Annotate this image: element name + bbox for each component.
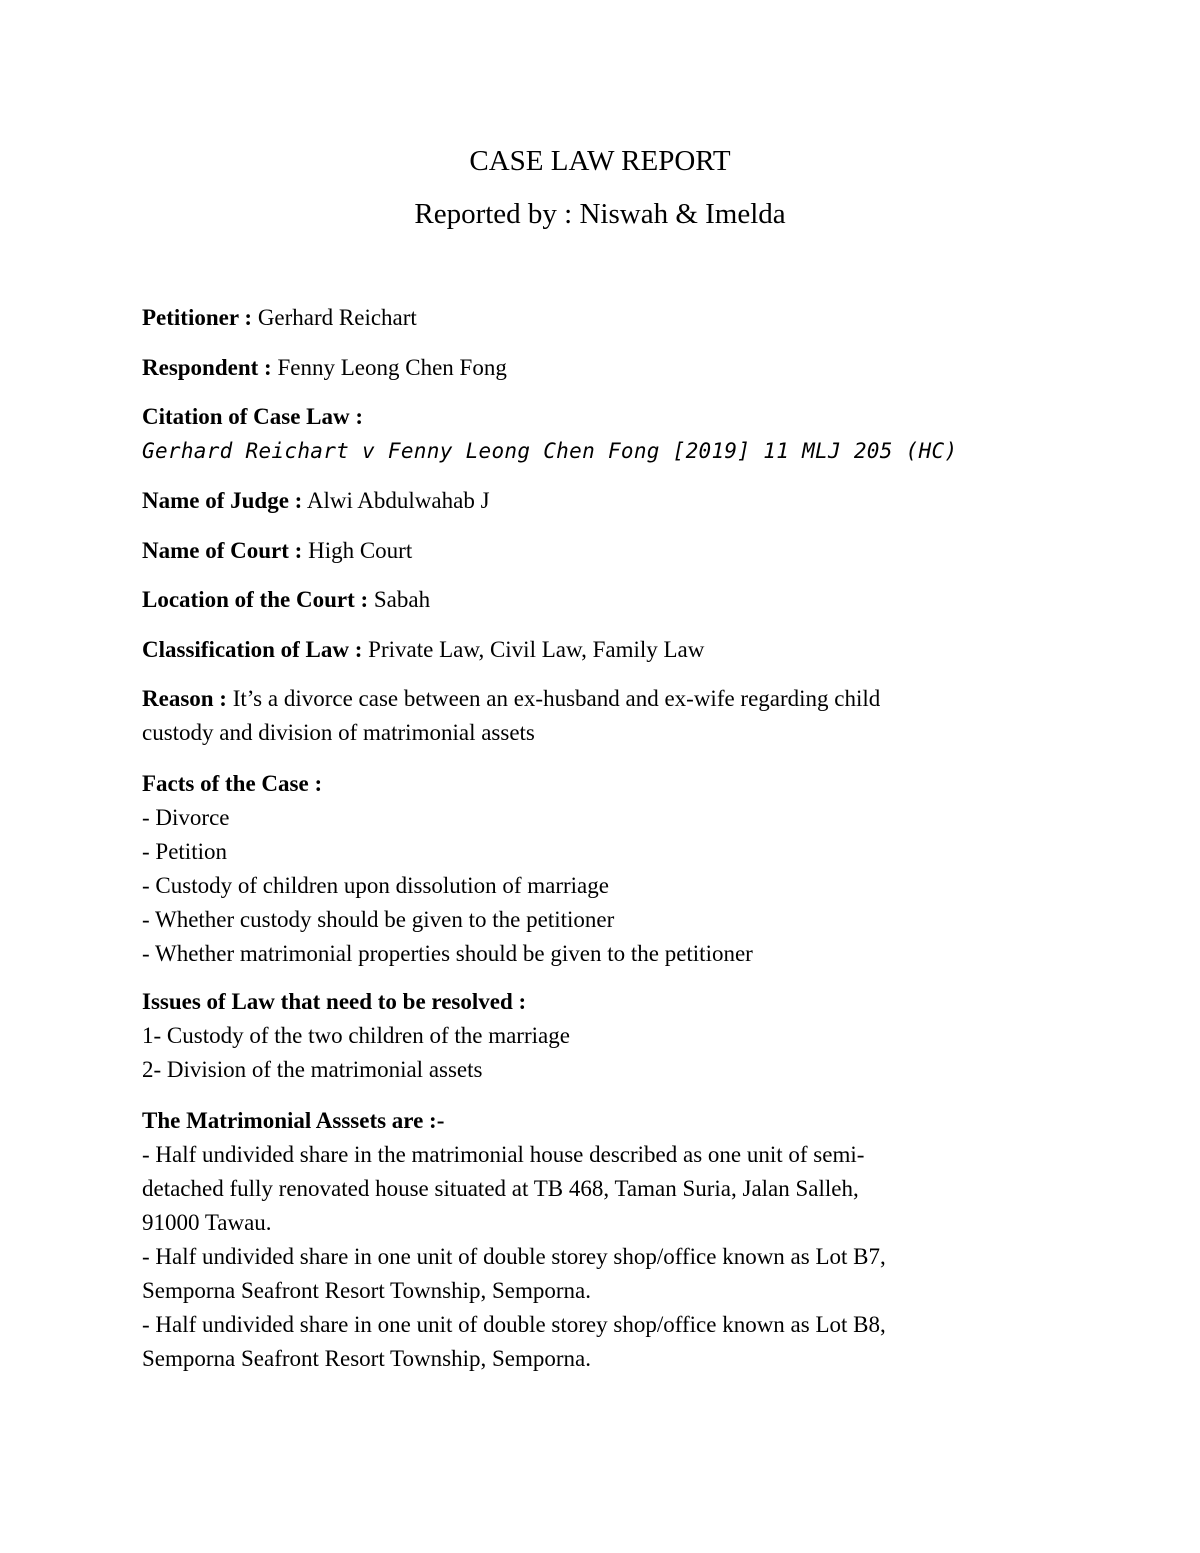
document-title: CASE LAW REPORT (469, 145, 731, 177)
asset-line: Semporna Seafront Resort Township, Semporna. (142, 1346, 591, 1371)
petitioner-value: Gerhard Reichart (257, 305, 417, 330)
reported-by: Reported by : Niswah & Imelda (414, 198, 786, 230)
classification-label: Classification of Law : (142, 637, 363, 662)
judge-value: Alwi Abdulwahab J (306, 488, 490, 513)
respondent-value: Fenny Leong Chen Fong (277, 355, 507, 380)
respondent-field (142, 351, 1062, 385)
assets-heading: The Matrimonial Asssets are :- (142, 1108, 445, 1133)
issues-section (142, 985, 1062, 1087)
list-item: - Custody of children upon dissolution of marriage (142, 873, 609, 898)
respondent-label: Respondent : (142, 355, 272, 380)
issues-heading: Issues of Law that need to be resolved : (142, 989, 527, 1014)
court-field (142, 534, 1062, 568)
citation-label: Citation of Case Law : (142, 404, 364, 429)
reason-value-line2: custody and division of matrimonial assets (142, 720, 535, 745)
judge-field (142, 484, 1062, 518)
asset-line: - Half undivided share in one unit of double storey shop/office known as Lot B8, (142, 1312, 886, 1337)
list-item: - Petition (142, 839, 227, 864)
court-label: Name of Court : (142, 538, 303, 563)
asset-line: 91000 Tawau. (142, 1210, 272, 1235)
facts-heading: Facts of the Case : (142, 771, 323, 796)
classification-value: Private Law, Civil Law, Family Law (368, 637, 705, 662)
reason-field (142, 682, 1062, 750)
classification-field (142, 633, 1062, 667)
petitioner-field (142, 301, 1062, 335)
asset-line: detached fully renovated house situated at TB 468, Taman Suria, Jalan Salleh, (142, 1176, 859, 1201)
list-item: 2- Division of the matrimonial assets (142, 1057, 483, 1082)
reason-label: Reason : (142, 686, 227, 711)
judge-label: Name of Judge : (142, 488, 303, 513)
list-item: - Divorce (142, 805, 230, 830)
location-value: Sabah (373, 587, 431, 612)
asset-line: - Half undivided share in the matrimonial house described as one unit of semi- (142, 1142, 865, 1167)
location-field (142, 583, 1062, 617)
petitioner-label: Petitioner : (142, 305, 253, 330)
citation-field (142, 400, 1062, 468)
asset-line: - Half undivided share in one unit of double storey shop/office known as Lot B7, (142, 1244, 886, 1269)
court-value: High Court (308, 538, 413, 563)
citation-value: Gerhard Reichart v Fenny Leong Chen Fong [2019] 11 MLJ 205 (HC) (142, 439, 958, 463)
location-label: Location of the Court : (142, 587, 369, 612)
reason-value-line1: It’s a divorce case between an ex-husband and ex-wife regarding child (232, 686, 881, 711)
asset-line: Semporna Seafront Resort Township, Semporna. (142, 1278, 591, 1303)
assets-section (142, 1104, 1062, 1376)
list-item: - Whether custody should be given to the petitioner (142, 907, 615, 932)
list-item: - Whether matrimonial properties should be given to the petitioner (142, 941, 753, 966)
list-item: 1- Custody of the two children of the marriage (142, 1023, 570, 1048)
facts-section (142, 767, 1062, 971)
